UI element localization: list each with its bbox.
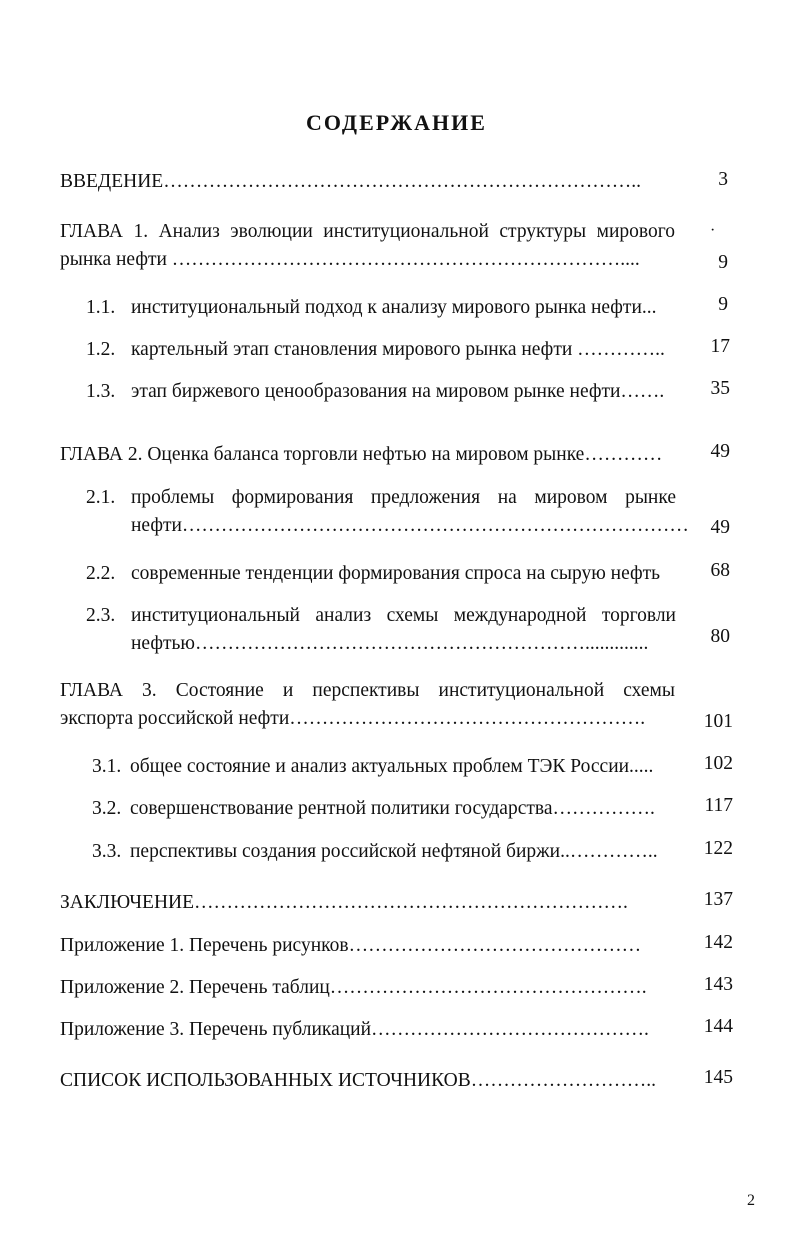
toc-entry-intro[interactable]	[60, 168, 675, 196]
page-title: СОДЕРЖАНИЕ	[306, 110, 487, 135]
toc-page-number: 102	[703, 753, 733, 774]
toc-entry-text: картельный этап становления мирового рынка нефти …………..	[131, 339, 665, 360]
toc-section-number: 3.2.	[92, 798, 122, 819]
toc-page-number: 68	[710, 560, 730, 581]
toc-entry-text: Приложение 3. Перечень публикаций…………………………………….	[60, 1019, 649, 1040]
toc-entry-text: ВВЕДЕНИЕ………………………………………………………………..	[60, 171, 641, 192]
toc-entry-text: этап биржевого ценообразования на мировом рынке нефти…….	[131, 381, 665, 402]
toc-entry-text: СПИСОК ИСПОЛЬЗОВАННЫХ ИСТОЧНИКОВ………………………..	[60, 1070, 656, 1091]
toc-entry-text: перспективы создания российской нефтяной биржи..…………..	[130, 841, 658, 862]
toc-page-number: 9	[718, 252, 728, 273]
toc-section-number: 2.3.	[86, 605, 116, 626]
toc-page-number: 145	[703, 1067, 733, 1088]
toc-entry-section-2-3[interactable]	[86, 602, 676, 654]
toc-page-number: 101	[703, 711, 733, 732]
toc-section-number: 2.1.	[86, 487, 116, 508]
toc-entry-text: ЗАКЛЮЧЕНИЕ………………………………………………………….	[60, 892, 628, 913]
toc-entry-conclusion[interactable]	[60, 889, 675, 917]
toc-page-number: 17	[710, 336, 730, 357]
toc-section-number: 3.3.	[92, 841, 122, 862]
toc-page-number: 137	[703, 889, 733, 910]
toc-entry-text-line2: экспорта российской нефти……………………………………………….	[60, 708, 646, 729]
toc-entry-section-3-3[interactable]	[92, 838, 682, 866]
toc-section-number: 2.2.	[86, 563, 116, 584]
toc-page-number: 122	[703, 838, 733, 859]
toc-entry-appendix-2[interactable]	[60, 974, 675, 1002]
toc-page-number: 117	[704, 795, 733, 816]
toc-entry-text-line1: ГЛАВА 1. Анализ эволюции институциональной структуры мирового	[60, 221, 675, 242]
toc-page-number: 3	[718, 169, 728, 190]
toc-section-number: 1.1.	[86, 297, 116, 318]
page-number: 2	[747, 1192, 755, 1209]
toc-entry-chapter-2[interactable]	[60, 441, 675, 469]
toc-entry-section-3-1[interactable]	[92, 753, 682, 781]
toc-entry-text-line2: нефти……………………………………………………………………	[131, 515, 689, 536]
toc-entry-section-3-2[interactable]	[92, 795, 682, 823]
toc-entry-section-1-2[interactable]	[86, 336, 676, 364]
toc-page-number: 49	[710, 517, 730, 538]
toc-entry-text: совершенствование рентной политики государства…………….	[130, 798, 655, 819]
toc-page-number: 143	[703, 974, 733, 995]
toc-entry-appendix-1[interactable]	[60, 932, 675, 960]
toc-page-number: 49	[710, 441, 730, 462]
toc-entry-text-line2: нефтью…………………………………………………….............	[131, 633, 649, 654]
toc-entry-section-1-3[interactable]	[86, 378, 676, 406]
toc-entry-text: институциональный подход к анализу мирового рынка нефти...	[131, 297, 657, 318]
toc-entry-text-line2: рынка нефти ……………………………………………………………....	[60, 249, 640, 270]
toc-entry-text: современные тенденции формирования спроса на сырую нефть	[131, 563, 661, 584]
toc-section-number: 1.2.	[86, 339, 116, 360]
toc-entry-chapter-1[interactable]	[60, 218, 675, 274]
toc-entry-section-2-1[interactable]	[86, 484, 689, 536]
toc-entry-text-line1: институциональный анализ схемы международной торговли	[131, 605, 676, 626]
toc-entry-text-line1: ГЛАВА 3. Состояние и перспективы институциональной схемы	[60, 680, 675, 701]
toc-entry-sources[interactable]	[60, 1067, 675, 1095]
toc-page-number: 144	[703, 1016, 733, 1037]
toc-page-number: 142	[703, 932, 733, 953]
toc-section-number: 1.3.	[86, 381, 116, 402]
toc-section-number: 3.1.	[92, 756, 122, 777]
toc-entry-section-2-2[interactable]	[86, 560, 676, 588]
toc-page-number: 80	[710, 626, 730, 647]
toc-entry-text: ГЛАВА 2. Оценка баланса торговли нефтью на мировом рынке…………	[60, 444, 663, 465]
toc-entry-chapter-3[interactable]	[60, 677, 675, 733]
toc-entry-section-1-1[interactable]	[86, 294, 676, 322]
toc-entry-text: Приложение 1. Перечень рисунков………………………………………	[60, 935, 642, 956]
toc-page-number: 35	[710, 378, 730, 399]
toc-page-number: 9	[718, 294, 728, 315]
toc-entry-text: общее состояние и анализ актуальных проблем ТЭК России.....	[130, 756, 654, 777]
toc-entry-appendix-3[interactable]	[60, 1016, 675, 1044]
toc-entry-text-line1: проблемы формирования предложения на мировом рынке	[131, 487, 676, 508]
toc-entry-text: Приложение 2. Перечень таблиц………………………………………….	[60, 977, 647, 998]
stray-mark: ·	[710, 222, 716, 239]
